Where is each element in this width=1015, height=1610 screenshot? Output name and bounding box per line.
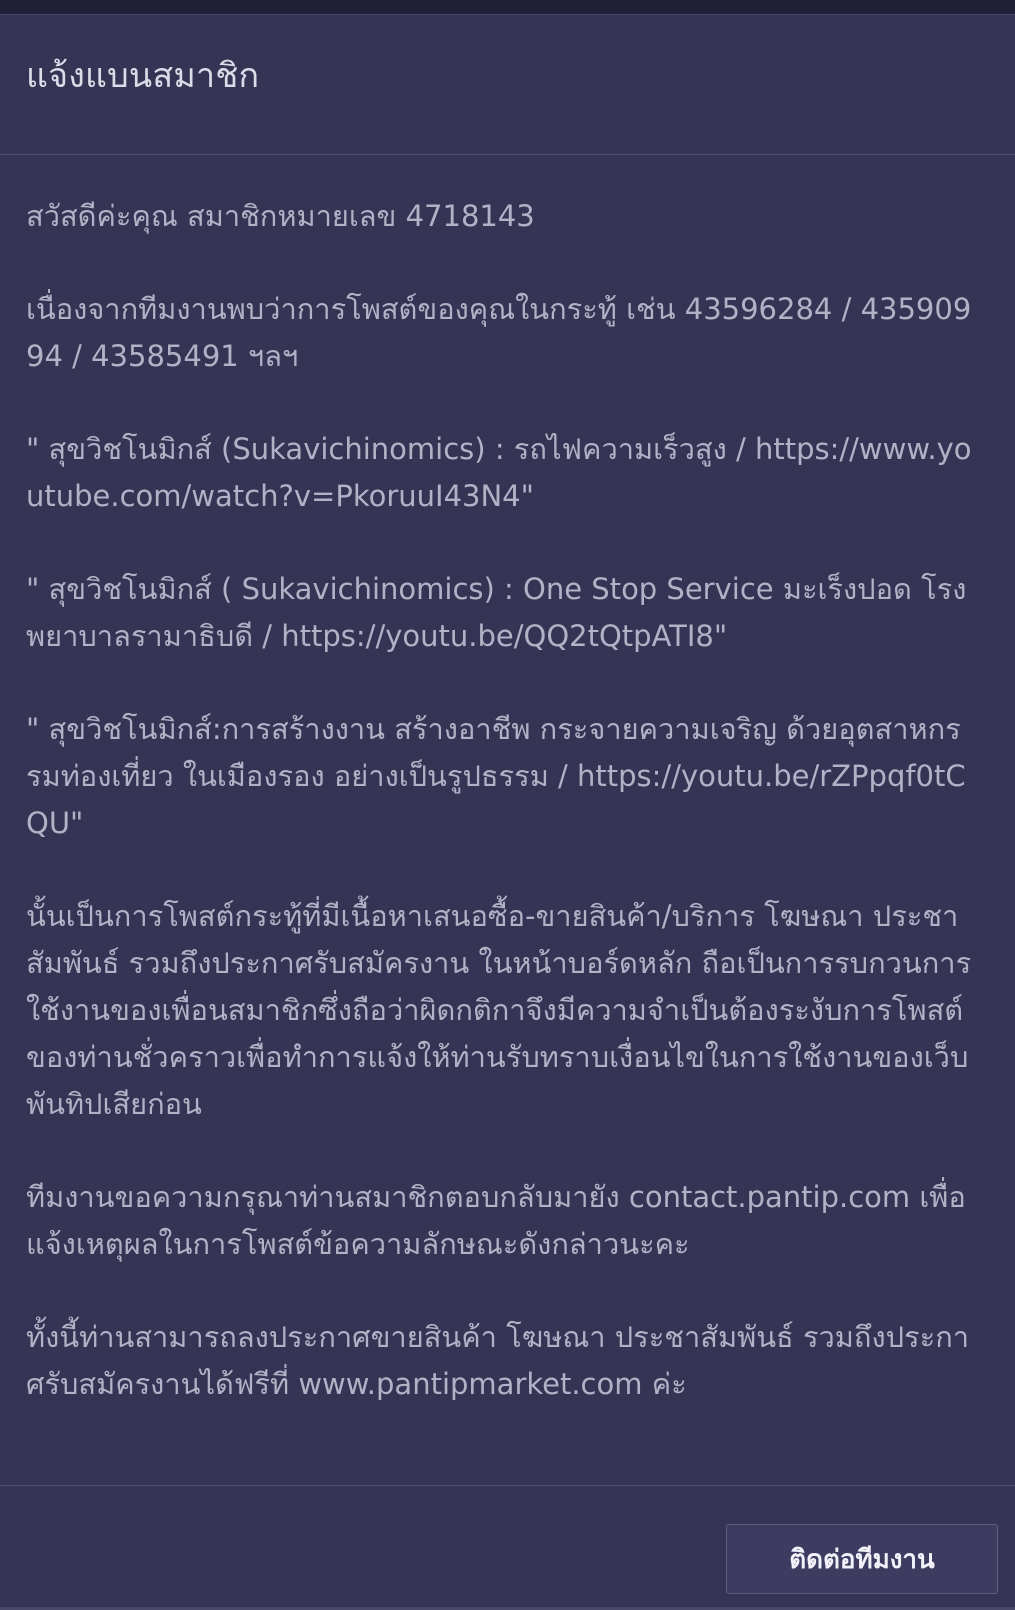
ban-notice-dialog <box>0 15 1015 1610</box>
marketplace-note-paragraph: ทั้งนี้ท่านสามารถลงประกาศขายสินค้า โฆษณา ประชาสัมพันธ์ รวมถึงประกาศรับสมัครงานได้ฟรีที่ www.pantipmarket.com ค่ะ <box>26 1320 970 1401</box>
post-reference-1: " สุขวิชโนมิกส์ (Sukavichinomics) : รถไฟความเร็วสูง / https://www.youtube.com/watch?v=PkoruuI43N4" <box>26 432 972 513</box>
violation-explanation: นั้นเป็นการโพสต์กระทู้ที่มีเนื้อหาเสนอซื้อ-ขายสินค้า/บริการ โฆษณา ประชาสัมพันธ์ รวมถึงประกาศรับสมัครงาน ในหน้าบอร์ดหลัก ถือเป็นการรบกวนการใช้งานของเพื่อนสมาชิกซึ่งถือว่าผิดกติกาจึงมีความจำเป็นต้องระงับการโพสต์ของท่านชั่วคราวเพื่อทำการแจ้งให้ท่านรับทราบเงื่อนไขในการใช้งานของเว็บพันทิปเสียก่อน <box>26 899 972 1121</box>
dialog-title: แจ้งแบนสมาชิก <box>26 55 260 96</box>
reason-paragraph: เนื่องจากทีมงานพบว่าการโพสต์ของคุณในกระทู้ เช่น 43596284 / 43590994 / 43585491 ฯลฯ <box>26 292 972 373</box>
contact-team-button[interactable]: ติดต่อทีมงาน <box>726 1524 998 1594</box>
dialog-footer <box>0 1485 1015 1610</box>
top-edge-strip <box>0 0 1015 15</box>
post-reference-3: " สุขวิชโนมิกส์:การสร้างงาน สร้างอาชีพ กระจายความเจริญ ด้วยอุตสาหกรรมท่องเที่ยว ในเมืองรอง อย่างเป็นรูปธรรม / https://youtu.be/rZPpqf0tCQU" <box>26 712 966 840</box>
contact-request-paragraph: ทีมงานขอความกรุณาท่านสมาชิกตอบกลับมายัง contact.pantip.com เพื่อแจ้งเหตุผลในการโพสต์ข้อความลักษณะดังกล่าวนะคะ <box>26 1180 966 1261</box>
greeting-paragraph: สวัสดีค่ะคุณ สมาชิกหมายเลข 4718143 <box>26 199 535 233</box>
post-reference-2: " สุขวิชโนมิกส์ ( Sukavichinomics) : One Stop Service มะเร็งปอด โรงพยาบาลรามาธิบดี / https://youtu.be/QQ2tQtpATI8" <box>26 572 967 653</box>
dialog-header <box>0 15 1015 155</box>
dialog-body <box>0 155 1015 1485</box>
